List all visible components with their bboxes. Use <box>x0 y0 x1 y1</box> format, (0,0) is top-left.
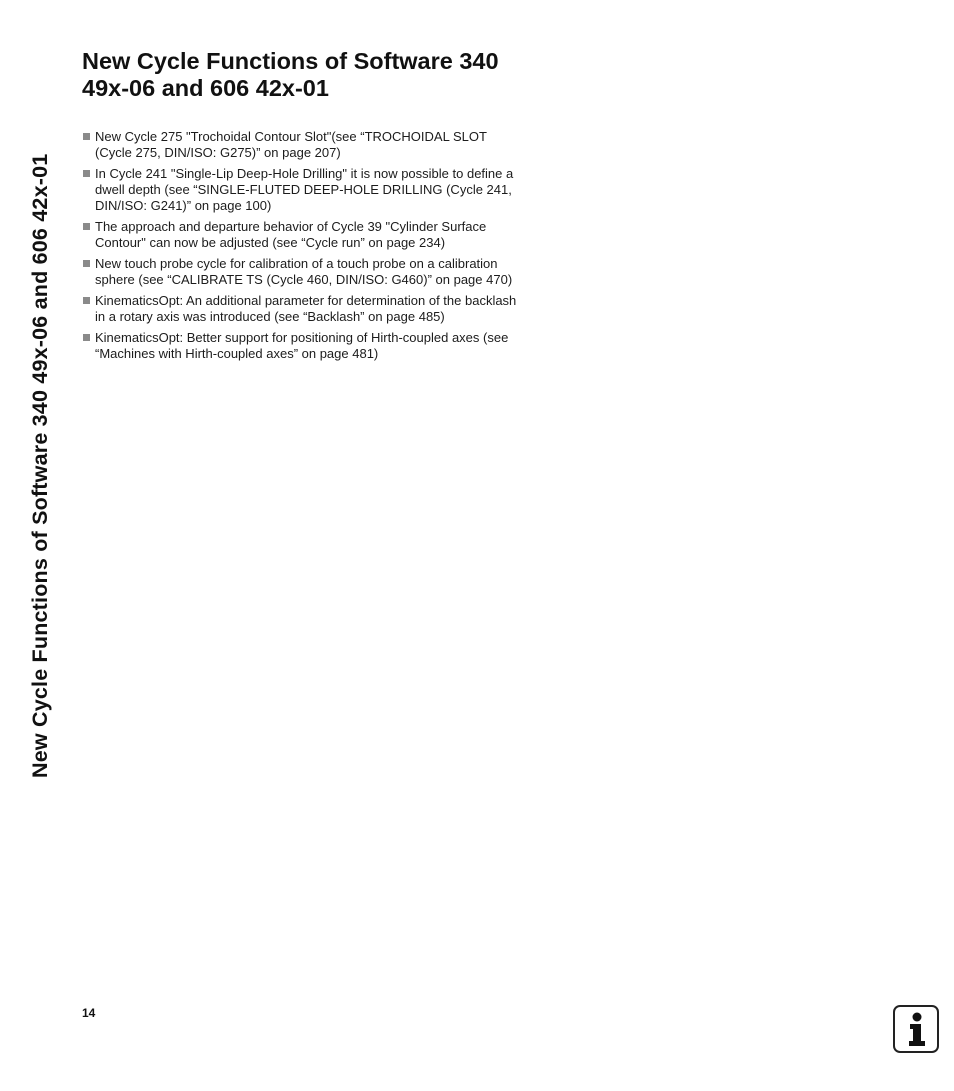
list-item <box>82 129 527 161</box>
list-item-text: The approach and departure behavior of Cycle 39 "Cylinder Surface Contour" can now be adjusted (see “Cycle run” on page 234) <box>95 219 487 250</box>
list-item <box>82 256 527 288</box>
square-bullet-icon <box>83 297 90 304</box>
list-item <box>82 330 527 362</box>
square-bullet-icon <box>83 170 90 177</box>
list-item-text: New Cycle 275 "Trochoidal Contour Slot"(see “TROCHOIDAL SLOT (Cycle 275, DIN/ISO: G275)” on page 207) <box>95 129 487 160</box>
square-bullet-icon <box>83 223 90 230</box>
list-item <box>82 293 527 325</box>
list-item <box>82 166 527 214</box>
page-title: New Cycle Functions of Software 340 49x-06 and 606 42x-01 <box>82 48 499 101</box>
page-number: 14 <box>82 1006 96 1020</box>
list-item-text: New touch probe cycle for calibration of a touch probe on a calibration sphere (see “CALIBRATE TS (Cycle 460, DIN/ISO: G460)” on page 470) <box>95 256 513 287</box>
sidebar-chapter-title: New Cycle Functions of Software 340 49x-06 and 606 42x-01 <box>28 153 52 778</box>
list-item <box>82 219 527 251</box>
list-item-text: KinematicsOpt: An additional parameter for determination of the backlash in a rotary axis was introduced (see “Backlash” on page 485) <box>95 293 517 324</box>
square-bullet-icon <box>83 260 90 267</box>
list-item-text: In Cycle 241 "Single-Lip Deep-Hole Drilling" it is now possible to define a dwell depth (see “SINGLE-FLUTED DEEP-HOLE DRILLING (Cycle 241, DIN/ISO: G241)” on page 100) <box>95 166 514 213</box>
square-bullet-icon <box>83 133 90 140</box>
info-icon <box>893 1005 939 1053</box>
list-item-text: KinematicsOpt: Better support for positioning of Hirth-coupled axes (see “Machines with Hirth-coupled axes” on page 481) <box>95 330 509 361</box>
square-bullet-icon <box>83 334 90 341</box>
info-glyph <box>895 1007 937 1051</box>
feature-list <box>82 129 527 367</box>
